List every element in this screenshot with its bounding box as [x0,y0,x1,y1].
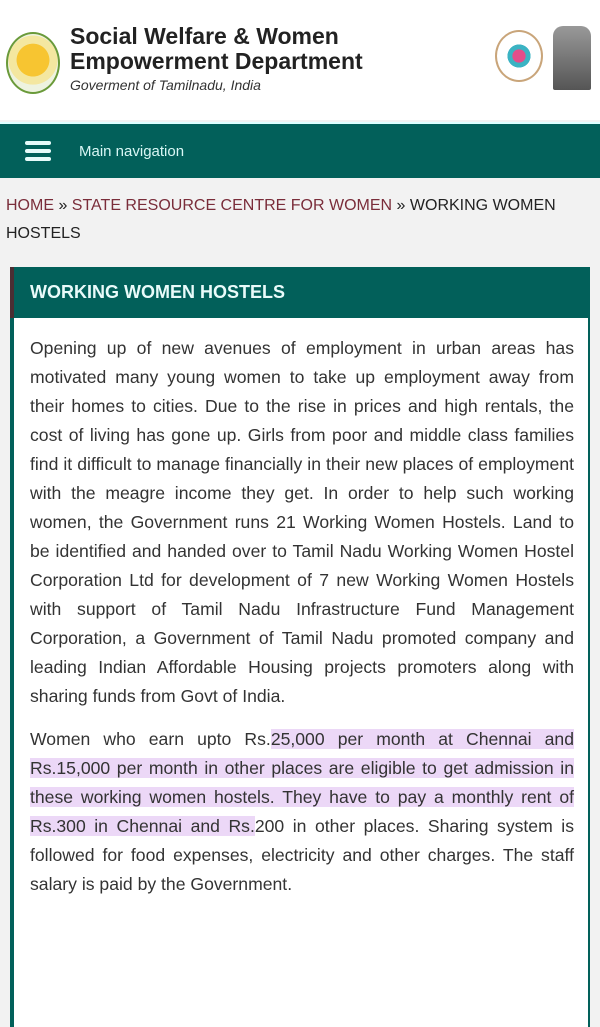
eligibility-text-start: Women who earn upto Rs. [30,729,271,749]
breadcrumb-current: WORKING WOMEN HOSTELS [6,197,556,242]
title-line-1: Social Welfare & Women [70,23,339,49]
breadcrumb-home[interactable]: HOME [6,197,54,214]
site-title [70,24,363,93]
main-navigation-label[interactable]: Main navigation [79,142,185,160]
site-subtitle: Goverment of Tamilnadu, India [70,77,261,93]
main-navigation-bar[interactable] [0,122,600,178]
eligibility-text-end: 200 in other places. Sharing system is followed for food expenses, electricity and other charges. The staff salary is paid by the Government. [30,816,574,894]
breadcrumb [0,178,600,250]
breadcrumb-separator: » [54,197,72,214]
department-logo [495,30,543,82]
page-title: WORKING WOMEN HOSTELS [10,267,588,318]
breadcrumb-state-resource-centre[interactable]: STATE RESOURCE CENTRE FOR WOMEN [71,197,393,214]
paragraph-intro: Opening up of new avenues of employment in urban areas has motivated many young women to take up employment away from their homes to cities. Due to the rise in prices and high rentals, the cost of living has gone up. Girls from poor and middle class families find it difficult to manage financially in their new places of employment with the meagre income they get. In order to help such working women, the Government runs 21 Working Women Hostels. Land to be identified and handed over to Tamil Nadu Working Women Hostel Corporation Ltd for development of 7 new Working Women Hostels with support of Tamil Nadu Infrastructure Fund Management Corporation, a Government of Tamil Nadu promoted company and leading Indian Affordable Housing projects promoters along with sharing funds from Govt of India. [30,338,574,706]
site-header [0,0,600,120]
paragraph-eligibility [30,725,574,899]
breadcrumb-separator: » [392,197,410,214]
content-card [10,267,590,1027]
highlighted-text: 25,000 per month at Chennai and Rs.15,000 per month in other places are eligible to get admission in these working women hostels. They have to pay a monthly rent of Rs.300 in Chennai and Rs. [30,729,574,836]
tamilnadu-emblem-logo[interactable] [6,32,60,94]
national-emblem-logo [553,26,591,90]
hamburger-menu-icon[interactable] [25,141,51,161]
title-line-2: Empowerment Department [70,48,363,74]
content-body [14,318,588,899]
